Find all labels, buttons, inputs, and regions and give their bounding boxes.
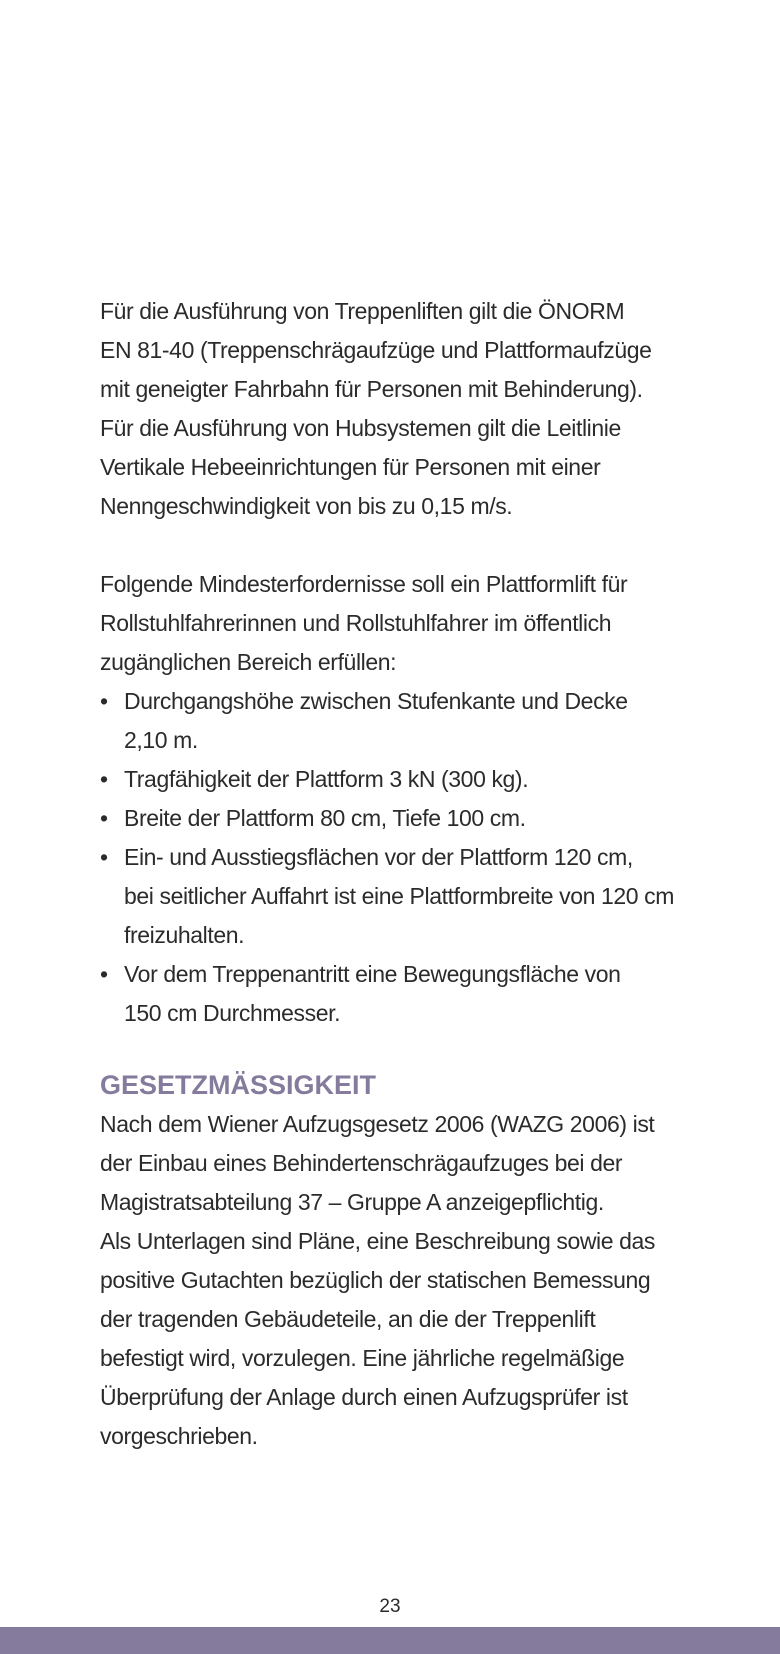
- section-body: Nach dem Wiener Aufzugsgesetz 2006 (WAZG 2006) ist der Einbau eines Behindertenschrägaufzuges bei der Magistratsabteilung 37 – Gruppe A anzeigepflichtig. Als Unterlagen sind Pläne, eine Beschreibung sowie das positive Gutachten bezüglich der statischen Bemessung der tragenden Gebäudeteile, an die der Treppenlift befestigt wird, vorzulegen. Eine jährliche regelmäßige Überprüfung der Anlage durch einen Aufzugsprüfer ist vorgeschrieben.: [100, 1111, 656, 1449]
- footer-bar: [0, 1627, 780, 1654]
- list-item: [100, 760, 700, 799]
- intro-paragraph-requirements: Folgende Mindesterfordernisse soll ein Plattformlift für Rollstuhlfahrerinnen und Rollstuhlfahrer im öffentlich zugänglichen Bereich erfüllen:: [100, 571, 628, 675]
- bullet-icon: •: [100, 766, 108, 792]
- list-item: [100, 799, 700, 838]
- section-heading: GESETZMÄSSIGKEIT: [100, 1070, 377, 1100]
- list-item: [100, 838, 700, 955]
- paragraph-spacer: [100, 526, 700, 565]
- requirements-list: [100, 682, 700, 1033]
- page-content: [100, 292, 700, 1456]
- list-item-text: Vor dem Treppenantritt eine Bewegungsfläche von 150 cm Durchmesser.: [124, 961, 621, 1026]
- bullet-icon: •: [100, 961, 108, 987]
- list-item-text: Tragfähigkeit der Plattform 3 kN (300 kg).: [124, 766, 529, 792]
- bullet-icon: •: [100, 844, 108, 870]
- bullet-icon: •: [100, 805, 108, 831]
- list-item: [100, 955, 700, 1033]
- list-item: [100, 682, 700, 760]
- list-item-text: Durchgangshöhe zwischen Stufenkante und Decke 2,10 m.: [124, 688, 628, 753]
- list-item-text: Breite der Plattform 80 cm, Tiefe 100 cm.: [124, 805, 526, 831]
- bullet-icon: •: [100, 688, 108, 714]
- list-item-text: Ein- und Ausstiegsflächen vor der Plattform 120 cm, bei seitlicher Auffahrt ist eine Plattformbreite von 120 cm freizuhalten.: [124, 844, 674, 948]
- intro-paragraph-standards: Für die Ausführung von Treppenliften gilt die ÖNORM EN 81-40 (Treppenschrägaufzüge und Plattformaufzüge mit geneigter Fahrbahn für Personen mit Behinderung). Für die Ausführung von Hubsystemen gilt die Leitlinie Vertikale Hebeeinrichtungen für Personen mit einer Nenngeschwindigkeit von bis zu 0,15 m/s.: [100, 298, 652, 519]
- page-number: 23: [379, 1596, 401, 1617]
